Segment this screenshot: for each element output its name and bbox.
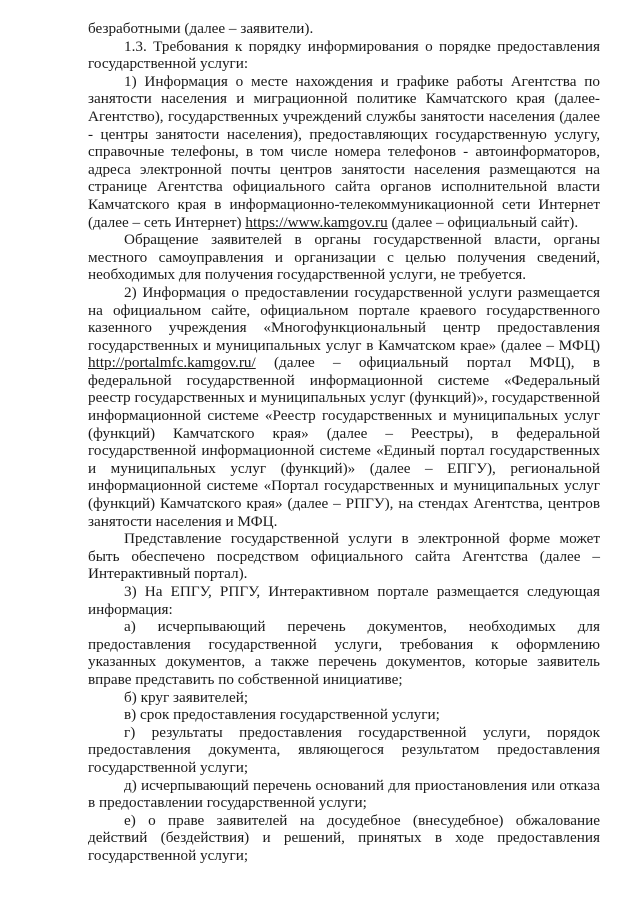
paragraph-applicants-end: безработными (далее – заявители). [88, 20, 314, 37]
list-item-b: б) круг заявителей; [124, 688, 249, 706]
paragraph-electronic-form: Представление государственной услуги в электронной форме может быть обеспечено посредством официального сайта Агентства (далее – Интерактивный портал). [88, 530, 600, 583]
kamgov-link[interactable]: https://www.kamgov.ru [245, 213, 388, 231]
list-item-e: е) о праве заявителей на досудебное (внесудебное) обжалование действий (бездействия) и решений, принятых в ходе предоставления государственной услуги; [88, 811, 600, 864]
list-item-d: д) исчерпывающий перечень оснований для приостановления или отказа в предоставлении государственной услуги; [88, 776, 600, 812]
paragraph-item-1 [88, 73, 600, 231]
paragraph-item-1-tail: (далее – официальный сайт). [387, 213, 579, 231]
list-item-a: а) исчерпывающий перечень документов, необходимых для предоставления государственной услуги, требования к оформлению указанных документов, а также перечень документов, которые заявитель вправе представить по собственной инициативе; [88, 618, 600, 688]
list-item-v: в) срок предоставления государственной услуги; [124, 706, 440, 724]
paragraph-requests: Обращение заявителей в органы государственной власти, органы местного самоуправления и организации с целью получения сведений, необходимых для получения государственной услуги, не требуется. [88, 231, 600, 284]
paragraph-item-1-text: 1) Информация о месте нахождения и графике работы Агентства по занятости населения и миграционной политике Камчатского края (далее-Агентство), государственных учреждений службы занятости населения (далее - центры занятости населения), предоставляющих государственную услугу, справочные телефоны, в том числе номера телефонов - автоинформаторов, адреса электронной почты центров занятости населения размещаются на странице Агентства официального сайта органов исполнительной власти Камчатского края в информационно-телекоммуникационной сети Интернет (далее – сеть Интернет) [88, 72, 600, 231]
paragraph-1-3: 1.3. Требования к порядку информирования о порядке предоставления государственной услуги: [88, 37, 600, 73]
paragraph-item-2 [88, 284, 600, 530]
paragraph-item-2-tail: (далее – официальный портал МФЦ), в федеральной государственной информационной системе «Федеральный реестр государственных и муниципальных услуг (функций)», государственной информационной системе «Реестр государственных и муниципальных услуг (функций) Камчатского края» (далее – Реестры), в федеральной государственной информационной системе «Единый портал государственных и муниципальных услуг (функций)» (далее – ЕПГУ), региональной информационной системе «Портал государственных и муниципальных услуг (функций) Камчатского края» (далее – РПГУ), на стендах Агентства, центров занятости населения и МФЦ. [88, 354, 600, 530]
paragraph-item-2-text: 2) Информация о предоставлении государственной услуги размещается на официальном сайте, официальном портале краевого государственного казенного учреждения «Многофункциональный центр предоставления государственных и муниципальных услуг в Камчатском крае» (далее – МФЦ) [88, 283, 600, 354]
list-item-g: г) результаты предоставления государственной услуги, порядок предоставления документа, являющегося результатом предоставления государственной услуги; [88, 723, 600, 776]
portalmfc-link[interactable]: http://portalmfc.kamgov.ru/ [88, 354, 256, 372]
paragraph-item-3: 3) На ЕПГУ, РПГУ, Интерактивном портале размещается следующая информация: [88, 583, 600, 618]
